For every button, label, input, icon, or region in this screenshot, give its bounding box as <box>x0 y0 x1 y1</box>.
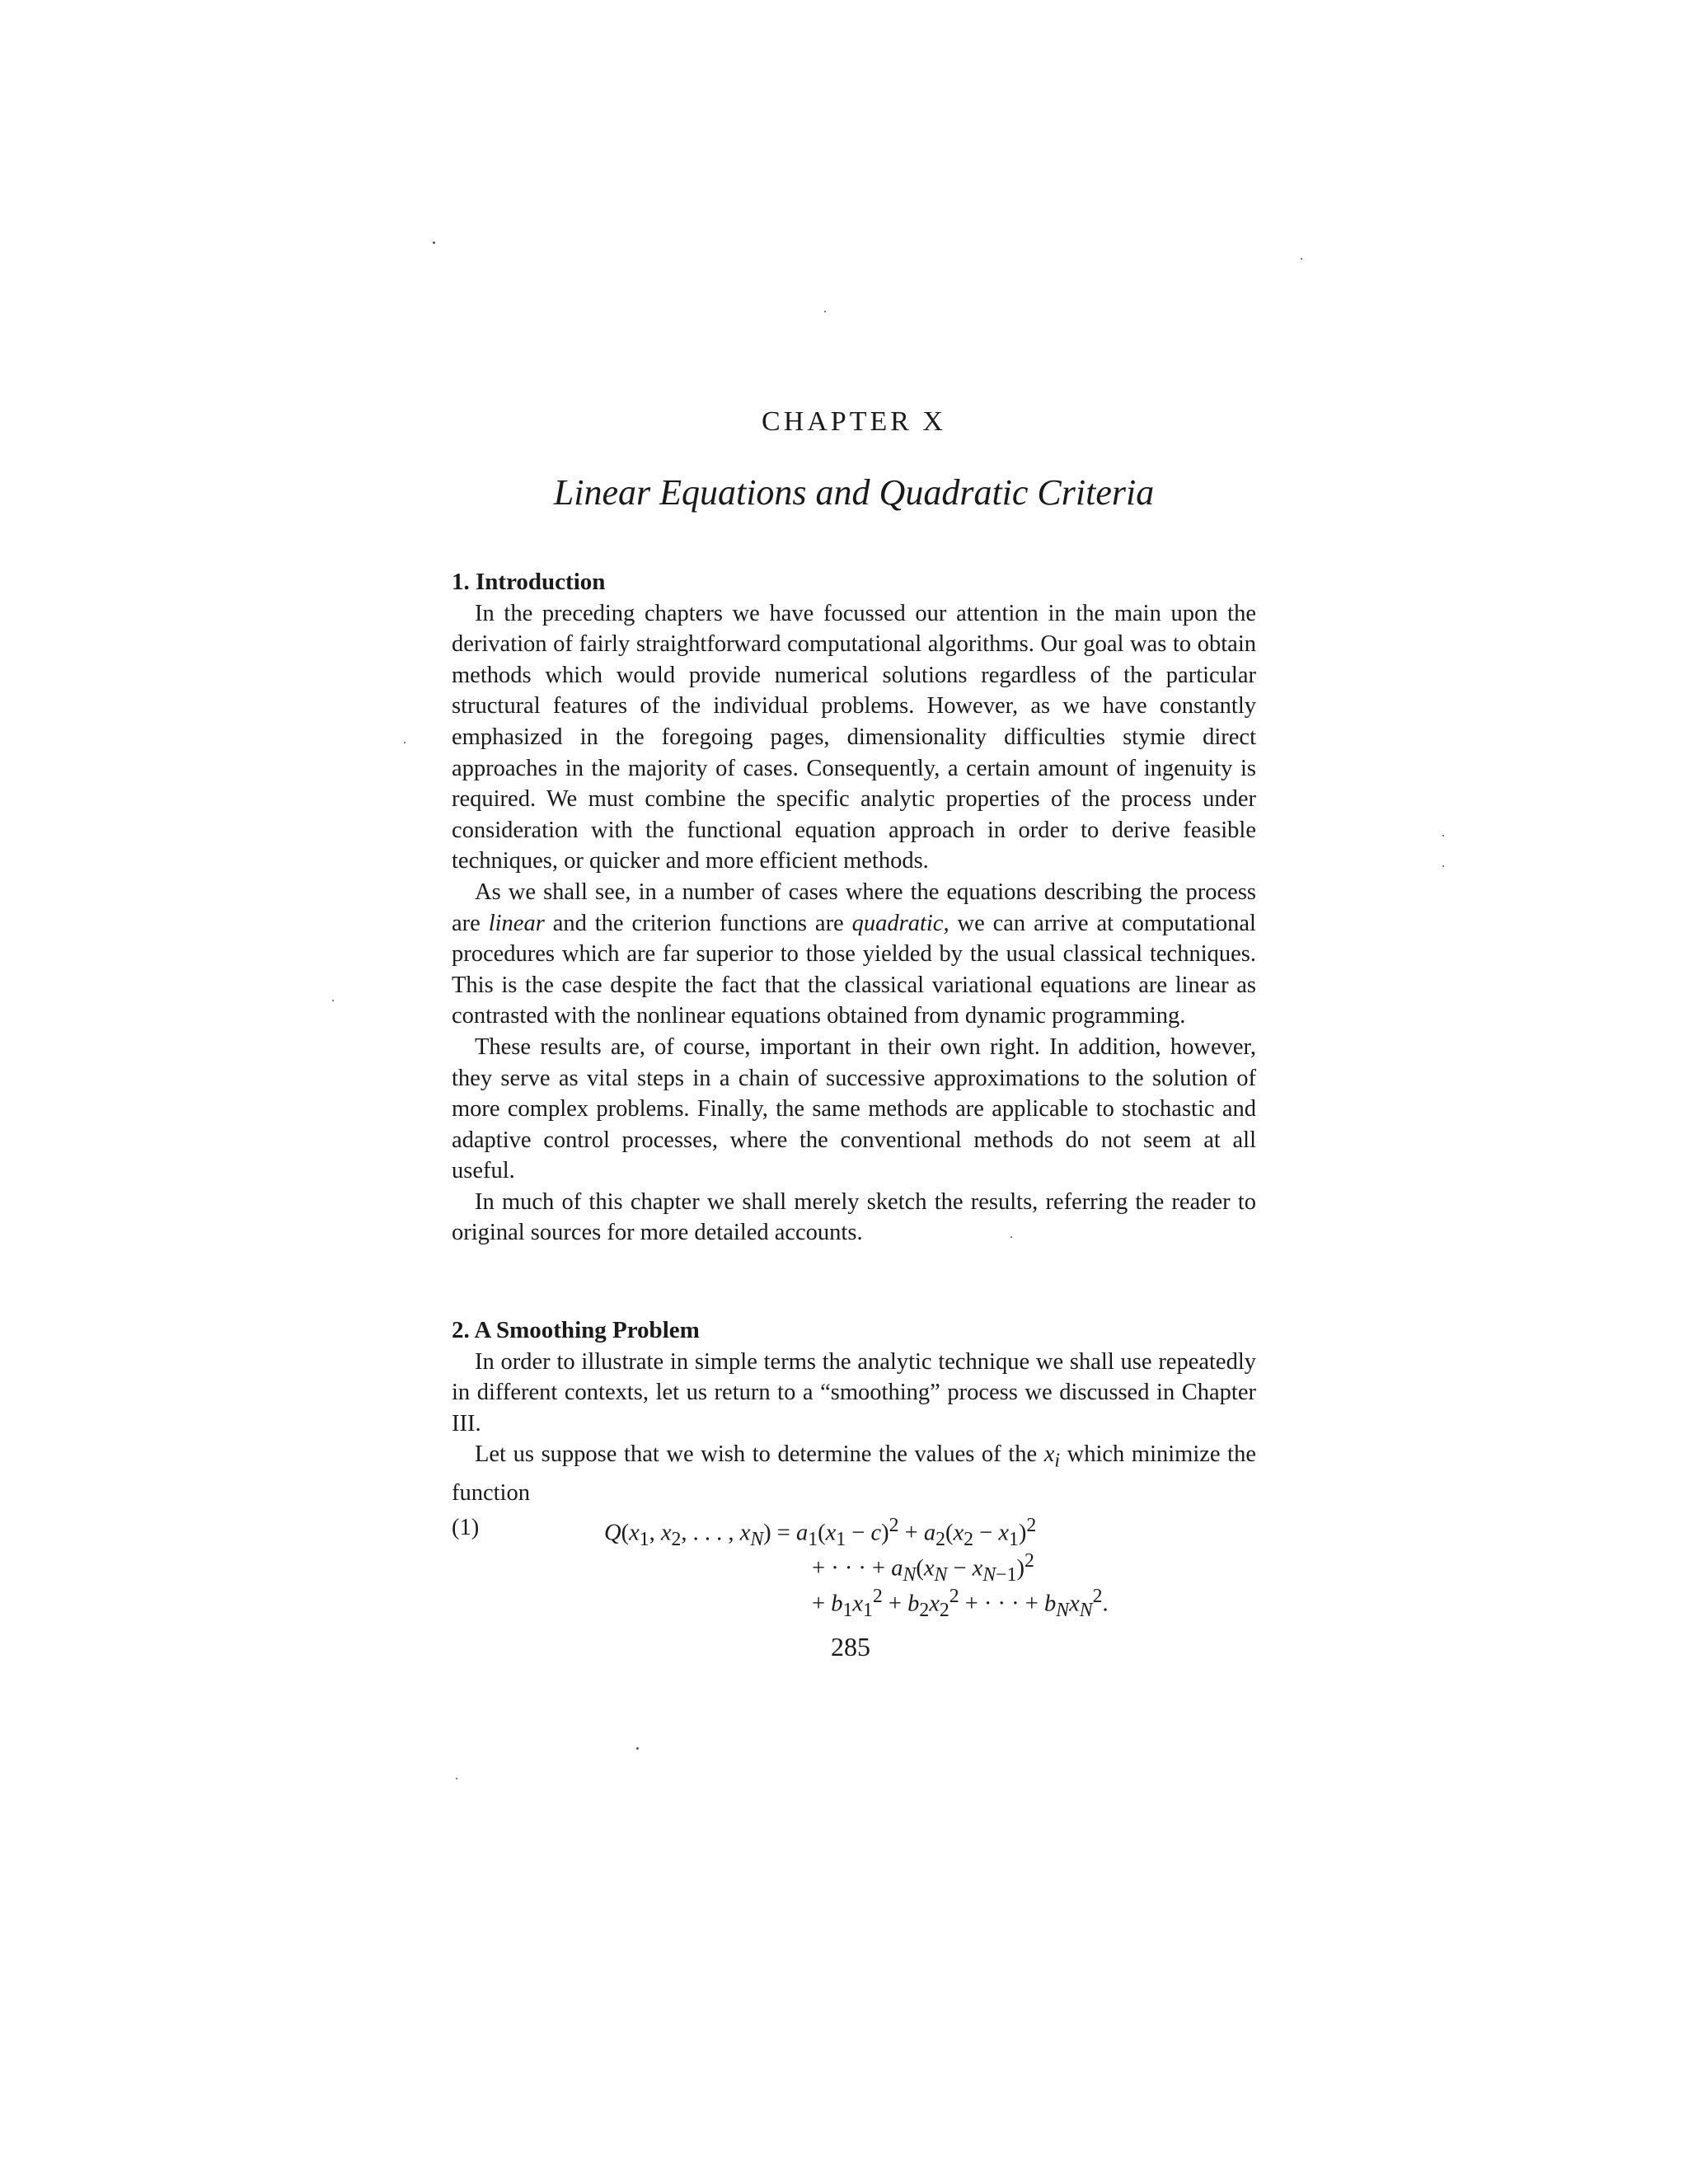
text-run: Let us suppose that we wish to determine the values of the <box>475 1441 1044 1468</box>
math-subscript: i <box>1054 1451 1061 1473</box>
section-heading-introduction: 1. Introduction <box>452 569 606 595</box>
scan-speck <box>1442 865 1444 867</box>
scan-speck <box>404 742 406 743</box>
scan-speck <box>1301 258 1302 260</box>
paragraph: In much of this chapter we shall merely sketch the results, referring the reader to original sources for more detailed accounts. <box>452 1188 1256 1246</box>
paragraph: In the preceding chapters we have focussed our attention in the main upon the derivation of fairly straightforward computational algorithms. Our goal was to obtain methods which would provide numerical solutions regardless of the particular structural features of the individual problems. However, as we have constantly emphasized in the foregoing pages, dimensionality difficulties stymie direct approaches in the majority of cases. Consequently, a certain amount of ingenuity is required. We must combine the specific analytic properties of the process under consideration with the functional equation approach in order to derive feasible techniques, or quicker and more efficient methods. <box>452 600 1256 874</box>
chapter-title: Linear Equations and Quadratic Criteria <box>553 472 1155 513</box>
scan-speck <box>456 1778 457 1779</box>
equation-line-3: + $b_1x_1^2 + b_2x_2^2$ + · · · + $b_Nx_N^2$. <box>812 1586 1109 1622</box>
equation-number: (1) <box>452 1515 480 1540</box>
text-run: we can arrive at computational procedures which are far superior to those yielded by the usual classical techniques. This is the case despite the fact that the classical variational equations are linear as contrasted with the nonlinear equations obtained from dynamic programming. <box>452 910 1256 1029</box>
chapter-number: CHAPTER X <box>762 406 946 437</box>
section-1 <box>452 567 1256 1249</box>
scan-speck <box>332 1000 334 1001</box>
paragraph: In order to illustrate in simple terms the analytic technique we shall use repeatedly in different contexts, let us return to a “smoothing” process we discussed in Chapter III. <box>452 1348 1256 1436</box>
paragraph: These results are, of course, important in their own right. In addition, however, they serve as vital steps in a chain of successive approximations to the solution of more complex problems. Finally, the same methods are applicable to stochastic and adaptive control processes, where the conventional methods do not seem at all useful. <box>452 1033 1256 1184</box>
scan-speck <box>1010 1236 1012 1238</box>
text-run: and the criterion functions are <box>544 910 852 936</box>
equation-line-1: $Q(x_1$, $x_2$, . . . , $x_N) = a_1(x_1 - c)^2 + a_2(x_2 - x_1)^2$ <box>604 1515 1037 1551</box>
section-2 <box>452 1315 1256 1508</box>
emphasis: linear <box>488 910 545 936</box>
scan-speck <box>1442 835 1444 837</box>
paragraph <box>452 1439 1256 1508</box>
text-run: As we shall see, in a number of cases where the equations describing the process are <box>452 879 1256 936</box>
emphasis: quadratic, <box>851 910 950 936</box>
equation-line-2: + · · · + $a_N(x_N - x_{N-1})^2$ <box>812 1550 1034 1586</box>
scan-speck <box>824 311 826 312</box>
scan-speck <box>433 241 435 244</box>
page-number: 285 <box>831 1632 870 1661</box>
equation-1 <box>452 1515 1256 1622</box>
math-variable: x <box>1043 1441 1055 1468</box>
paragraph <box>452 877 1256 1032</box>
scan-speck <box>636 1747 639 1750</box>
text-run: which minimize the function <box>452 1441 1256 1506</box>
section-heading-smoothing-problem: 2. A Smoothing Problem <box>452 1317 700 1343</box>
